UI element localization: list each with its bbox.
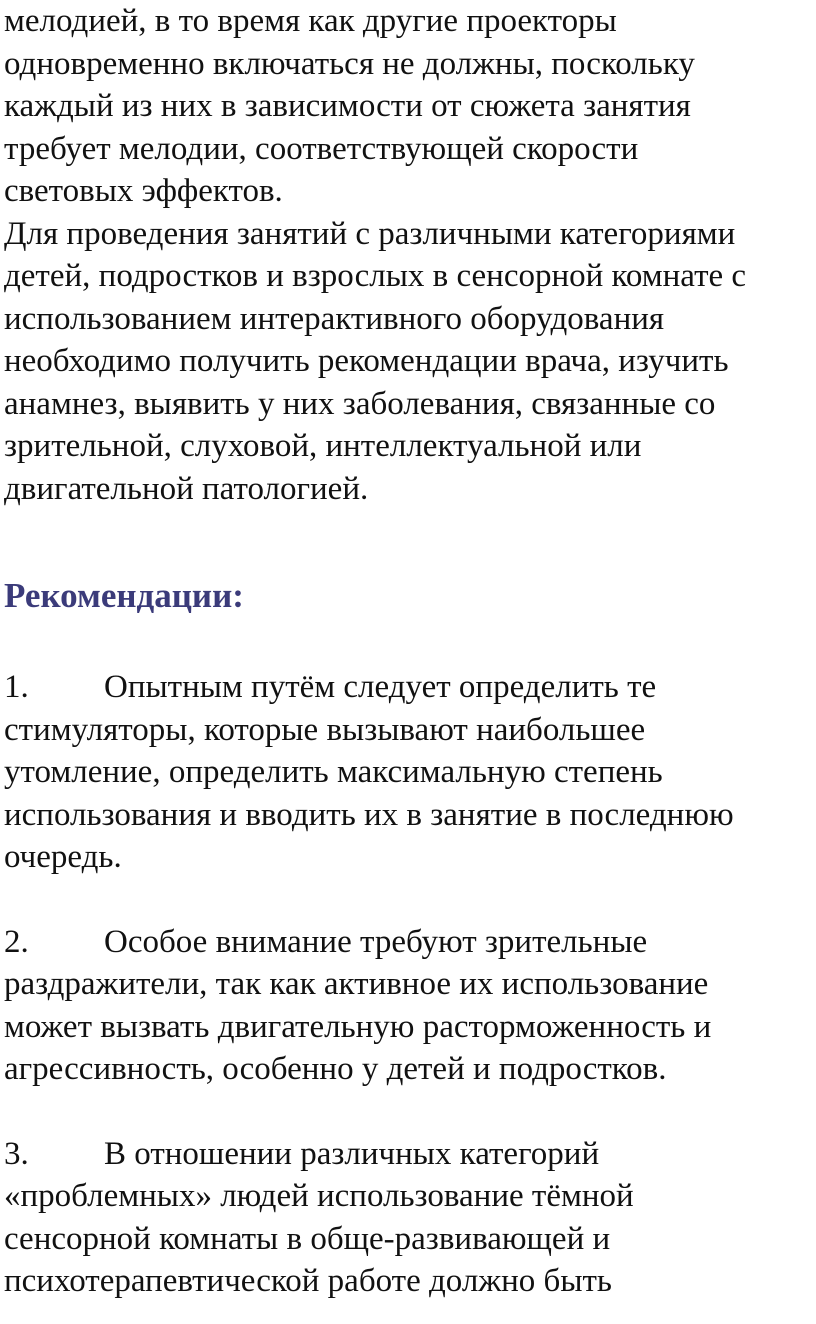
text-line: раздражители, так как активное их использование xyxy=(4,966,709,1002)
text-line: двигательной патологией. xyxy=(4,470,369,507)
text-line xyxy=(4,1133,810,1176)
text-line: использования и вводить их в занятие в последнюю xyxy=(4,796,734,833)
paragraph-melody xyxy=(4,0,810,213)
text-line: использованием интерактивного оборудования xyxy=(4,300,665,337)
item-number: 2. xyxy=(4,923,29,960)
item-text: Опытным путём следует определить те xyxy=(104,669,657,705)
text-line: утомление, определить максимальную степень xyxy=(4,754,663,790)
text-line: анамнез, выявить у них заболевания, связанные со xyxy=(4,385,716,422)
text-line: Для проведения занятий с различными категориями xyxy=(4,215,736,252)
list-item xyxy=(4,921,810,1091)
paragraph-sessions xyxy=(4,213,810,511)
text-line: зрительной, слуховой, интеллектуальной или xyxy=(4,428,642,464)
item-number: 3. xyxy=(4,1135,29,1172)
text-line: может вызвать двигательную расторможенность и xyxy=(4,1008,712,1045)
text-line: требует мелодии, соответствующей скорости xyxy=(4,130,639,167)
item-text: В отношении различных категорий xyxy=(104,1135,600,1172)
text-line: очередь. xyxy=(4,839,122,875)
item-text: Особое внимание требуют зрительные xyxy=(104,923,648,960)
item-number: 1. xyxy=(4,669,29,705)
text-line: «проблемных» людей использование тёмной xyxy=(4,1178,634,1214)
text-line: сенсорной комнаты в обще-развивающей и xyxy=(4,1220,611,1257)
list-item xyxy=(4,1133,810,1303)
text-line: психотерапевтической работе должно быть xyxy=(4,1263,612,1299)
section-heading: Рекомендации: xyxy=(4,576,244,615)
text-line: одновременно включаться не должны, поскольку xyxy=(4,45,695,82)
text-line: стимуляторы, которые вызывают наибольшее xyxy=(4,711,646,748)
text-line xyxy=(4,666,810,709)
text-line xyxy=(4,921,810,964)
text-line: световых эффектов. xyxy=(4,173,283,209)
text-line: детей, подростков и взрослых в сенсорной комнате с xyxy=(4,258,747,294)
text-line: каждый из них в зависимости от сюжета занятия xyxy=(4,88,691,124)
recommendations-list xyxy=(4,666,810,1303)
list-item xyxy=(4,666,810,879)
text-line: агрессивность, особенно у детей и подростков. xyxy=(4,1051,667,1087)
text-line: необходимо получить рекомендации врача, изучить xyxy=(4,343,729,379)
text-line: мелодией, в то время как другие проекторы xyxy=(4,3,617,39)
